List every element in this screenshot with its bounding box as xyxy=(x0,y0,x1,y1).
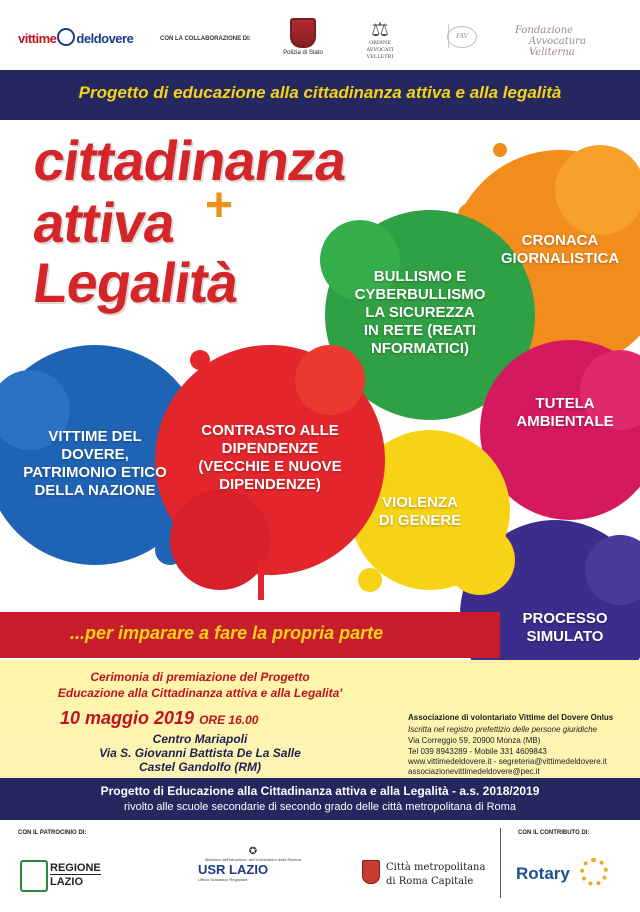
title-line-3: Legalità xyxy=(29,251,243,314)
collaborazione-label: CON LA COLLABORAZIONE DI: xyxy=(160,36,251,42)
polizia-di-stato-logo: Polizia di Stato xyxy=(283,18,323,56)
topic-vittime: VITTIME DEL DOVERE, PATRIMONIO ETICO DELLA NAZIONE xyxy=(23,428,167,499)
topic-bullismo: BULLISMO E CYBERBULLISMO LA SICUREZZA IN RETE (REATI NFORMATICI) xyxy=(354,268,486,357)
association-pec[interactable]: associazionevittimedeldovere@pec.it xyxy=(408,767,540,776)
title-line-2: attiva xyxy=(29,191,179,254)
citta-crest-icon xyxy=(362,860,380,884)
ceremony-line-1: Cerimonia di premiazione del Progetto xyxy=(90,670,310,684)
association-name: Associazione di volontariato Vittime del Dovere Onlus xyxy=(408,713,614,722)
rotary-wheel-icon xyxy=(580,858,608,886)
usr-lazio-logo: ✪ Ministero dell'Istruzione, dell'Università e della Ricerca USR LAZIO Ufficio Scolastico Regionale xyxy=(198,846,308,896)
topic-contrasto: CONTRASTO ALLE DIPENDENZE (VECCHIE E NUOVE DIPENDENZE) xyxy=(198,422,342,493)
footer-divider xyxy=(500,828,501,898)
topic-tutela: TUTELA AMBIENTALE xyxy=(516,395,614,430)
association-phone: Tel 039 8943289 - Mobile 331 4609843 xyxy=(408,747,547,756)
title-line-1: cittadinanza xyxy=(29,129,351,192)
topic-processo: PROCESSO SIMULATO xyxy=(522,610,608,645)
rotary-logo: Rotary xyxy=(516,856,626,892)
emblem-icon: ✪ xyxy=(248,846,258,857)
association-address: Via Correggio 59, 20900 Monza (MB) xyxy=(408,736,541,745)
patrocinio-label: CON IL PATROCINIO DI: xyxy=(18,830,87,836)
topic-violenza: VIOLENZA DI GENERE xyxy=(378,494,462,529)
regione-crest-icon xyxy=(20,860,48,892)
polizia-crest-icon xyxy=(290,18,316,48)
place-line-3: Castel Gandolfo (RM) xyxy=(139,760,261,774)
vittime-del-dovere-logo: vittime deldovere xyxy=(18,28,133,46)
regione-lazio-logo: REGIONE LAZIO xyxy=(20,860,120,890)
citta-metropolitana-logo: Città metropolitana di Roma Capitale xyxy=(362,858,492,894)
contributo-label: CON IL CONTRIBUTO DI: xyxy=(518,830,590,836)
motto-text: ...per imparare a fare la propria parte xyxy=(70,623,384,643)
fondazione-avvocatura-logo: FAV Fondazione Avvocatura Veliterna xyxy=(448,24,629,48)
title-plus: + xyxy=(205,179,234,232)
association-reg: Iscritta nel registro prefettizio delle persone giuridiche xyxy=(408,725,597,734)
topic-cronaca: CRONACA GIORNALISTICA xyxy=(500,232,620,267)
project-info-line-1: Progetto di Educazione alla Cittadinanza attiva e alla Legalità - a.s. 2018/2019 xyxy=(100,784,540,798)
place-line-2: Via S. Giovanni Battista De La Salle xyxy=(99,746,301,760)
association-web[interactable]: www.vittimedeldovere.it - segreteria@vittimedeldovere.it xyxy=(408,757,607,766)
place-line-1: Centro Mariapoli xyxy=(152,732,248,746)
ceremony-line-2: Educazione alla Cittadinanza attiva e alla Legalita' xyxy=(57,686,343,700)
scales-icon: ⚖ xyxy=(371,17,389,41)
ordine-avvocati-logo: ⚖ ORDINE AVVOCATI VELLETRI xyxy=(355,18,405,61)
project-info-line-2: rivolto alle scuole secondarie di secondo grado delle città metropolitana di Roma xyxy=(124,801,516,813)
ceremony-date: 10 maggio 2019 ORE 16.00 xyxy=(60,708,259,728)
project-banner-text: Progetto di educazione alla cittadinanza attiva e alla legalità xyxy=(78,83,562,102)
